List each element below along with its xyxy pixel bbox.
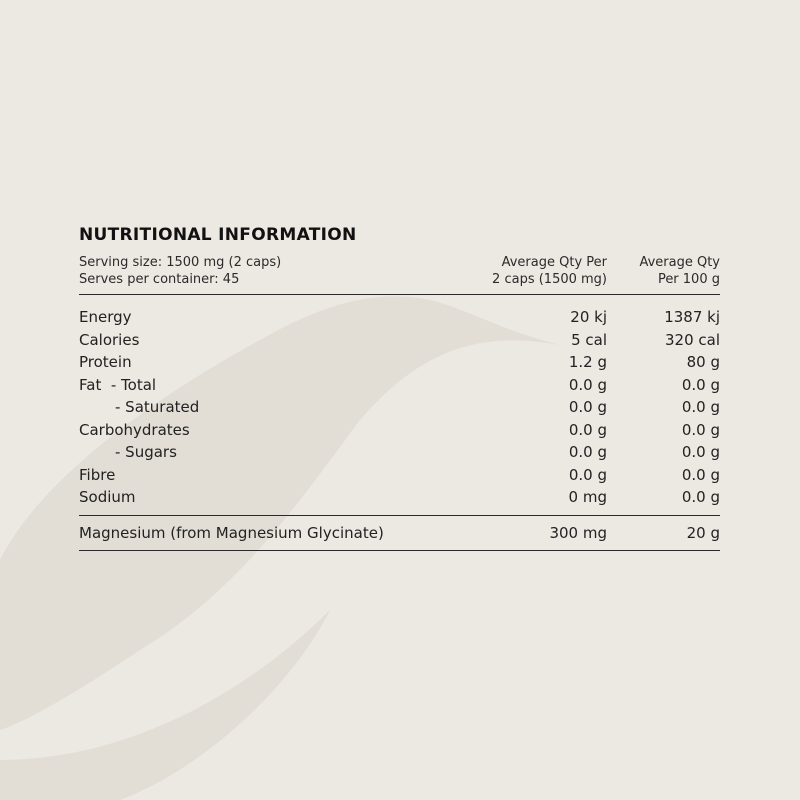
per-serve-value: 1.2 g (568, 353, 607, 371)
per-100g-value: 0.0 g (681, 465, 720, 484)
per-100g-value: 0.0 g (681, 488, 720, 506)
nutrient-name: - Sugars (115, 443, 177, 461)
per-100g-value: 1387 kj (664, 308, 720, 326)
per-100g-value: 0.0 g (681, 375, 720, 394)
nutrient-name: Energy (79, 308, 132, 326)
column-header-per-serve (492, 254, 607, 288)
table-row (79, 396, 720, 419)
serves-per-container: Serves per container: 45 (79, 272, 240, 287)
table-row (79, 419, 720, 442)
per-serve-value: 0.0 g (568, 465, 607, 484)
per-100g-value: 0.0 g (681, 398, 720, 416)
bottom-divider (79, 550, 720, 551)
per-100g-value: 0.0 g (681, 420, 720, 439)
table-header (79, 252, 720, 294)
table-row (79, 486, 720, 509)
column-header-per-100g-line2: Per 100 g (657, 272, 720, 287)
table-row (79, 351, 720, 374)
nutrient-name: Fibre (79, 465, 116, 484)
table-row (79, 306, 720, 329)
per-100g-value: 0.0 g (681, 443, 720, 461)
nutrient-name: Carbohydrates (79, 420, 190, 439)
table-row (79, 464, 720, 487)
nutrient-name: - Saturated (115, 398, 200, 416)
per-serve-value: 0.0 g (568, 420, 607, 439)
column-header-per-100g-line1: Average Qty (639, 255, 720, 270)
table-row (79, 374, 720, 397)
nutrient-rows (79, 295, 720, 515)
active-ingredient-name: Magnesium (from Magnesium Glycinate) (79, 523, 384, 542)
per-100g-value: 320 cal (664, 330, 720, 349)
table-row (79, 441, 720, 464)
column-header-per-serve-line2: 2 caps (1500 mg) (492, 272, 607, 287)
per-serve-value: 0.0 g (568, 398, 607, 416)
per-serve-value: 0 mg (568, 488, 607, 506)
serving-size: Serving size: 1500 mg (2 caps) (79, 255, 282, 270)
column-header-per-100g (639, 254, 720, 288)
per-serve-value: 5 cal (571, 330, 607, 349)
nutrient-name: Protein (79, 353, 132, 371)
nutrition-panel (79, 222, 720, 551)
per-serve-value: 0.0 g (568, 443, 607, 461)
per-100g-value: 80 g (686, 353, 720, 371)
nutrient-name: Calories (79, 330, 140, 349)
active-ingredient-per-100g: 20 g (686, 523, 720, 542)
active-ingredient-row (79, 516, 720, 550)
active-ingredient-per-serve: 300 mg (549, 523, 607, 542)
table-row (79, 329, 720, 352)
column-header-per-serve-line1: Average Qty Per (501, 255, 607, 270)
per-serve-value: 0.0 g (568, 375, 607, 394)
per-serve-value: 20 kj (570, 308, 607, 326)
nutrient-name: Sodium (79, 488, 136, 506)
nutrient-name: Fat - Total (79, 375, 157, 394)
serving-info (79, 254, 281, 288)
panel-title: NUTRITIONAL INFORMATION (79, 225, 357, 245)
